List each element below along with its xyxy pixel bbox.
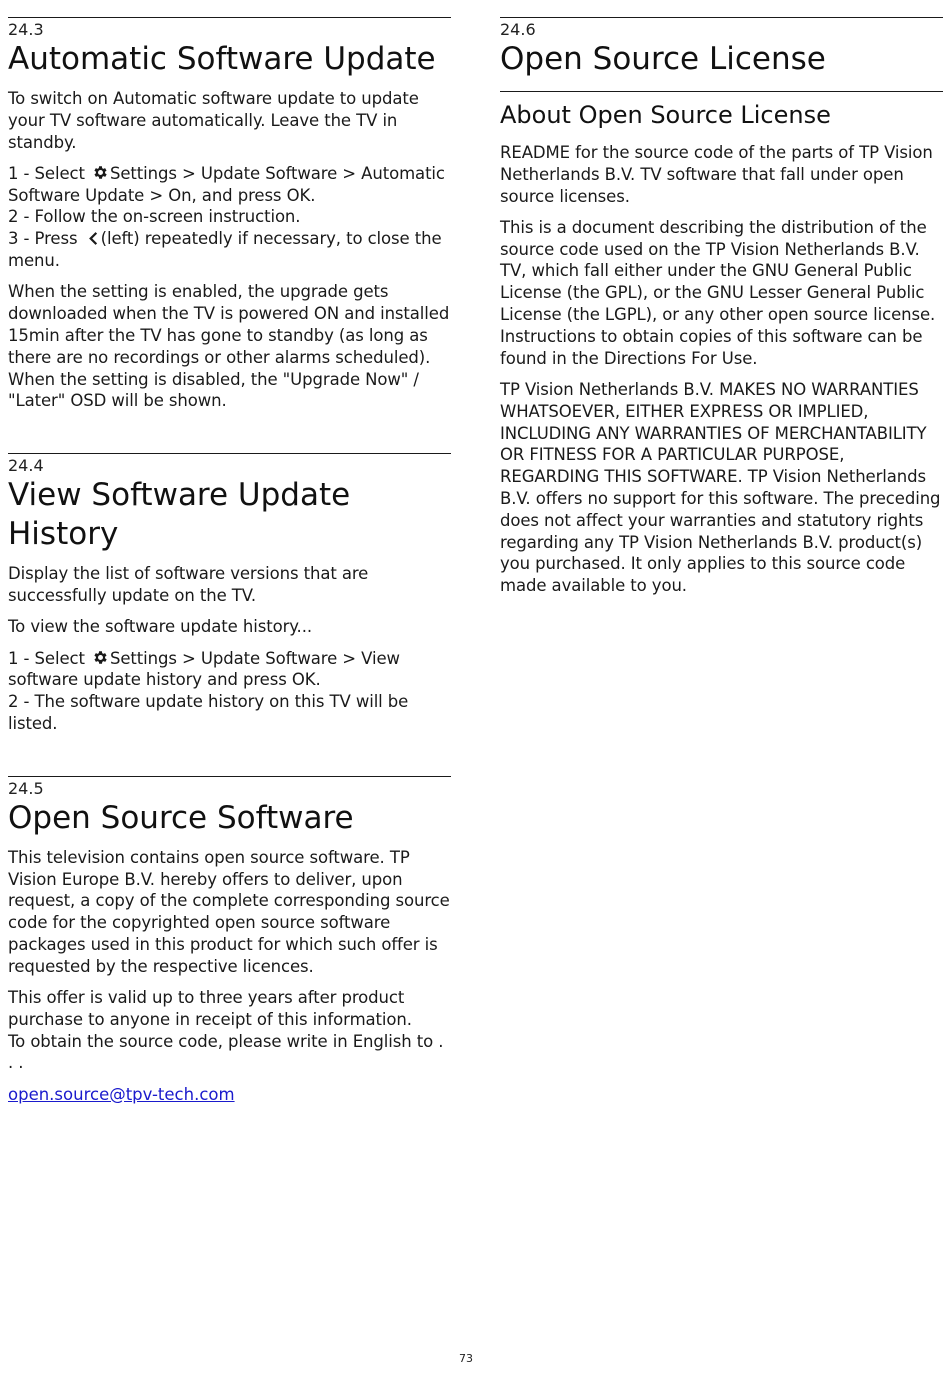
paragraph-1: This television contains open source software. TP Vision Europe B.V. hereby offers to deliver, upon request, a copy of the complete corresponding source code for the copyrighted open source software packages used in this product for which such offer is requested by the respective licences.	[8, 847, 450, 976]
section-title: Open Source Software	[8, 799, 354, 836]
settings-label: Settings	[110, 163, 177, 183]
subsection-title: About Open Source License	[500, 101, 831, 129]
section-number: 24.3	[8, 20, 44, 39]
section-24-5	[8, 735, 451, 1106]
disabled-paragraph: When the setting is disabled, the "Upgrade Now" / "Later" OSD will be shown.	[8, 369, 419, 411]
step-1: 1 - Select Settings > Update Software > Automatic Software Update > On, and press OK.	[8, 163, 445, 205]
paragraph-2: This offer is valid up to three years after product purchase to anyone in receipt of this information.	[8, 988, 412, 1029]
gear-icon	[92, 164, 109, 181]
section-divider	[8, 453, 451, 454]
section-title: Open Source License	[500, 41, 826, 77]
step-3: 3 - Press (left) repeatedly if necessary, to close the menu.	[8, 229, 442, 271]
right-column	[500, 0, 943, 597]
section-number: 24.4	[8, 456, 44, 476]
paragraph-3: TP Vision Netherlands B.V. MAKES NO WARRANTIES WHATSOEVER, EITHER EXPRESS OR IMPLIED, INCLUDING ANY WARRANTIES OF MERCHANTABILITY OR FITNESS FOR A PARTICULAR PURPOSE, REGARDING THIS SOFTWARE. TP Vision Netherlands B.V. offers no support for this software. The preceding does not affect your warranties and statutory rights regarding any TP Vision Netherlands B.V. product(s) you purchased. It only applies to this source code made available to you.	[500, 379, 941, 596]
section-24-6	[500, 0, 943, 597]
section-divider	[8, 776, 451, 777]
settings-label: Settings	[110, 648, 177, 668]
section-divider	[500, 17, 943, 18]
paragraph-2: This is a document describing the distribution of the source code used on the TP Vision Netherlands B.V. TV, which fall either under the GNU General Public License (the GPL), or the GNU Lesser General Public License (the LGPL), or any other open source license. Instructions to obtain copies of this software can be found in the Directions For Use.	[500, 217, 936, 368]
intro-paragraph: To switch on Automatic software update to update your TV software automatically. Leave the TV in standby.	[8, 89, 419, 152]
left-column	[8, 0, 451, 1106]
page-number: 73	[459, 1352, 473, 1365]
section-number: 24.5	[8, 778, 44, 798]
step-2: 2 - Follow the on-screen instruction.	[8, 207, 301, 227]
enabled-paragraph: When the setting is enabled, the upgrade gets downloaded when the TV is powered ON and installed 15min after the TV has gone to standby (as long as there are no recordings or other alarms scheduled).	[8, 282, 450, 367]
paragraph-3: To obtain the source code, please write in English to . . .	[8, 1031, 444, 1073]
step-2: 2 - The software update history on this TV will be listed.	[8, 692, 409, 733]
section-title: Automatic Software Update	[8, 41, 436, 77]
section-number: 24.6	[500, 20, 536, 39]
gear-icon	[92, 649, 109, 666]
chevron-left-icon	[87, 231, 100, 246]
step-1: 1 - Select Settings > Update Software > View software update history and press OK.	[8, 648, 400, 690]
intro-paragraph: Display the list of software versions that are successfully update on the TV.	[8, 564, 369, 605]
section-divider	[8, 17, 451, 18]
email-link[interactable]: open.source@tpv-tech.com	[8, 1084, 235, 1104]
section-24-4	[8, 412, 451, 735]
to-view-paragraph: To view the software update history...	[8, 617, 312, 637]
paragraph-1: README for the source code of the parts of TP Vision Netherlands B.V. TV software that fall under open source licenses.	[500, 143, 933, 206]
section-title: View Software Update History	[8, 477, 351, 553]
section-24-3	[8, 0, 451, 412]
